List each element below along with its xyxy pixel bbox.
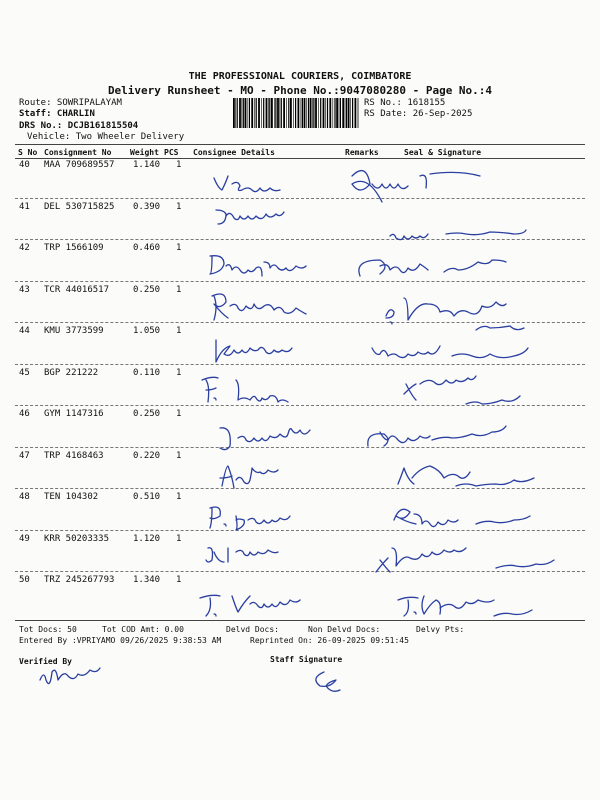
- cell-pcs: 1: [176, 160, 182, 170]
- rs-date-text: RS Date: 26-Sep-2025: [364, 109, 473, 119]
- barcode-bar: [295, 98, 296, 128]
- barcode-bar: [235, 98, 236, 128]
- cell-consignment: MAA 709689557: [44, 160, 115, 170]
- cell-consignment: TRP 1566109: [44, 243, 104, 253]
- barcode-bar: [315, 98, 317, 128]
- cell-weight: 1.340: [133, 575, 161, 585]
- barcode-bar: [269, 98, 270, 128]
- cell-sno: 40: [19, 160, 30, 170]
- delvd-docs: Delvd Docs:: [226, 625, 279, 634]
- rs-no-text: RS No.: 1618155: [364, 98, 446, 108]
- barcode-bar: [310, 98, 312, 128]
- barcode-bar: [352, 98, 353, 128]
- cell-sno: 47: [19, 450, 30, 461]
- runsheet-subtitle: Delivery Runsheet - MO - Phone No.:9047080280 - Page No.:4: [107, 84, 493, 97]
- barcode: [233, 98, 359, 128]
- cell-pcs: 1: [176, 201, 182, 212]
- cell-consignment: KRR 50203335: [44, 533, 110, 544]
- barcode-bar: [290, 98, 292, 128]
- row-separator: [15, 405, 585, 406]
- row-separator: [15, 239, 585, 240]
- signature-handwriting: [359, 260, 506, 276]
- cell-sno: 50: [19, 575, 30, 585]
- barcode-bar: [274, 98, 275, 128]
- row-separator: [15, 447, 585, 448]
- barcode-bar: [334, 98, 335, 128]
- signature-handwriting: [398, 596, 532, 616]
- cell-sno: 41: [19, 201, 30, 212]
- row-separator: [15, 530, 585, 531]
- barcode-bar: [271, 98, 273, 128]
- barcode-bar: [280, 98, 281, 128]
- cell-weight: 0.460: [133, 243, 161, 253]
- barcode-bar: [340, 98, 341, 128]
- cell-consignment: BGP 221222: [44, 367, 99, 378]
- barcode-bar: [258, 98, 260, 128]
- cell-pcs: 1: [176, 533, 182, 544]
- signature-handwriting: [394, 509, 530, 526]
- cell-sno: 49: [19, 533, 30, 544]
- staff-signature-mark: [316, 672, 340, 691]
- row-separator: [15, 571, 585, 572]
- cell-pcs: 1: [176, 367, 182, 378]
- cell-weight: 0.250: [133, 284, 161, 295]
- barcode-bar: [256, 98, 257, 128]
- delvy-pts: Delvy Pts:: [416, 625, 465, 634]
- signature-handwriting: [372, 346, 528, 358]
- consignee-handwriting: [210, 507, 290, 530]
- barcode-bar: [281, 98, 282, 128]
- cell-pcs: 1: [176, 409, 182, 419]
- barcode-bar: [288, 98, 289, 128]
- consignee-handwriting: [202, 377, 288, 402]
- table-header-rule: [15, 158, 585, 159]
- barcode-bar: [268, 98, 269, 128]
- signature-handwriting: [404, 376, 520, 404]
- barcode-bar: [333, 98, 334, 128]
- cell-weight: 0.220: [133, 450, 161, 461]
- barcode-bar: [298, 98, 300, 128]
- tot-cod: Tot COD Amt: 0.00: [102, 625, 184, 634]
- barcode-bar: [355, 98, 357, 128]
- cell-pcs: 1: [176, 492, 182, 502]
- cell-sno: 44: [19, 326, 30, 336]
- cell-consignment: TCR 44016517: [44, 284, 110, 295]
- col-remarks: Remarks: [345, 148, 379, 157]
- signature-handwriting: [376, 548, 554, 572]
- row-separator: [15, 364, 585, 365]
- barcode-bar: [306, 98, 307, 128]
- barcode-bar: [239, 98, 241, 128]
- barcode-bar: [346, 98, 347, 128]
- barcode-bar: [318, 98, 319, 128]
- barcode-bar: [251, 98, 253, 128]
- non-delvd-docs: Non Delvd Docs:: [308, 625, 381, 634]
- cell-sno: 42: [19, 243, 30, 253]
- company-title: THE PROFESSIONAL COURIERS, COIMBATORE: [188, 71, 412, 82]
- barcode-bar: [336, 98, 338, 128]
- cell-weight: 0.250: [133, 409, 161, 419]
- consignee-handwriting: [216, 340, 292, 362]
- barcode-bar: [233, 98, 235, 128]
- barcode-bar: [275, 98, 276, 128]
- col-weight: Weight: [130, 148, 159, 157]
- cell-pcs: 1: [176, 243, 182, 253]
- signature-handwriting: [368, 426, 506, 446]
- table-bottom-rule: [15, 620, 585, 621]
- cell-consignment: GYM 1147316: [44, 409, 104, 419]
- cell-weight: 0.110: [133, 367, 161, 378]
- cell-consignment: TRP 4168463: [44, 450, 104, 461]
- barcode-bar: [325, 98, 326, 128]
- barcode-bar: [263, 98, 264, 128]
- col-pcs: PCS: [164, 148, 179, 157]
- barcode-bar: [313, 98, 314, 128]
- cell-consignment: TEN 104302: [44, 492, 99, 502]
- cell-pcs: 1: [176, 575, 182, 585]
- barcode-bar: [286, 98, 287, 128]
- barcode-bar: [301, 98, 302, 128]
- drs-text: DRS No.: DCJB161815504: [19, 121, 139, 131]
- barcode-bar: [249, 98, 250, 128]
- signature-handwriting: [386, 298, 524, 330]
- barcode-bar: [302, 98, 303, 128]
- cell-weight: 1.140: [133, 160, 161, 170]
- table-top-rule: [15, 144, 585, 145]
- signature-handwriting: [398, 466, 534, 486]
- cell-weight: 0.390: [133, 201, 161, 212]
- cell-pcs: 1: [176, 450, 182, 461]
- consignee-handwriting: [206, 548, 278, 562]
- cell-consignment: KMU 3773599: [44, 326, 104, 336]
- consignee-handwriting: [214, 176, 280, 192]
- barcode-bar: [308, 98, 309, 128]
- barcode-bar: [342, 98, 344, 128]
- staff-signature-label: Staff Signature: [270, 655, 343, 664]
- col-signature: Seal & Signature: [404, 148, 482, 157]
- cell-consignment: TRZ 245267793: [44, 575, 115, 585]
- barcode-bar: [254, 98, 255, 128]
- vehicle-text: Vehicle: Two Wheeler Delivery: [27, 132, 185, 142]
- barcode-bar: [237, 98, 238, 128]
- barcode-bar: [293, 98, 294, 128]
- consignee-handwriting: [216, 210, 284, 224]
- row-separator: [15, 281, 585, 282]
- entered-by: Entered By :VPRIYAMO 09/26/2025 9:38:53 AM: [19, 636, 222, 645]
- cell-pcs: 1: [176, 326, 182, 336]
- barcode-bar: [277, 98, 279, 128]
- barcode-bar: [345, 98, 346, 128]
- barcode-bar: [320, 98, 321, 128]
- row-separator: [15, 322, 585, 323]
- consignee-handwriting: [220, 466, 278, 488]
- staff-text: Staff: CHARLIN: [19, 109, 95, 119]
- row-separator: [15, 488, 585, 489]
- reprinted-on: Reprinted On: 26-09-2025 09:51:45: [250, 636, 409, 645]
- barcode-bar: [283, 98, 285, 128]
- barcode-bar: [266, 98, 268, 128]
- cell-sno: 45: [19, 367, 30, 378]
- verified-signature: [40, 668, 100, 684]
- cell-sno: 48: [19, 492, 30, 502]
- cell-sno: 46: [19, 409, 30, 419]
- barcode-bar: [247, 98, 248, 128]
- col-consignment: Consignment No: [44, 148, 112, 157]
- cell-pcs: 1: [176, 284, 182, 295]
- barcode-bar: [350, 98, 351, 128]
- barcode-bar: [339, 98, 340, 128]
- barcode-bar: [312, 98, 313, 128]
- barcode-bar: [358, 98, 359, 128]
- verified-by-label: Verified By: [19, 657, 72, 666]
- barcode-bar: [323, 98, 325, 128]
- barcode-bar: [261, 98, 262, 128]
- row-separator: [15, 198, 585, 199]
- route-text: Route: SOWRIPALAYAM: [19, 98, 122, 108]
- consignee-handwriting: [200, 595, 300, 616]
- consignee-handwriting: [212, 294, 306, 320]
- col-sno: S No: [18, 148, 38, 157]
- cell-sno: 43: [19, 284, 30, 295]
- barcode-bar: [243, 98, 244, 128]
- cell-weight: 1.050: [133, 326, 161, 336]
- tot-docs: Tot Docs: 50: [19, 625, 77, 634]
- barcode-bar: [245, 98, 247, 128]
- col-consignee: Consignee Details: [193, 148, 275, 157]
- barcode-bar: [304, 98, 306, 128]
- barcode-bar: [327, 98, 328, 128]
- barcode-bar: [329, 98, 331, 128]
- cell-consignment: DEL 530715825: [44, 201, 115, 212]
- consignee-handwriting: [210, 256, 306, 276]
- cell-weight: 1.120: [133, 533, 161, 544]
- barcode-bar: [242, 98, 243, 128]
- barcode-bar: [348, 98, 350, 128]
- cell-weight: 0.510: [133, 492, 161, 502]
